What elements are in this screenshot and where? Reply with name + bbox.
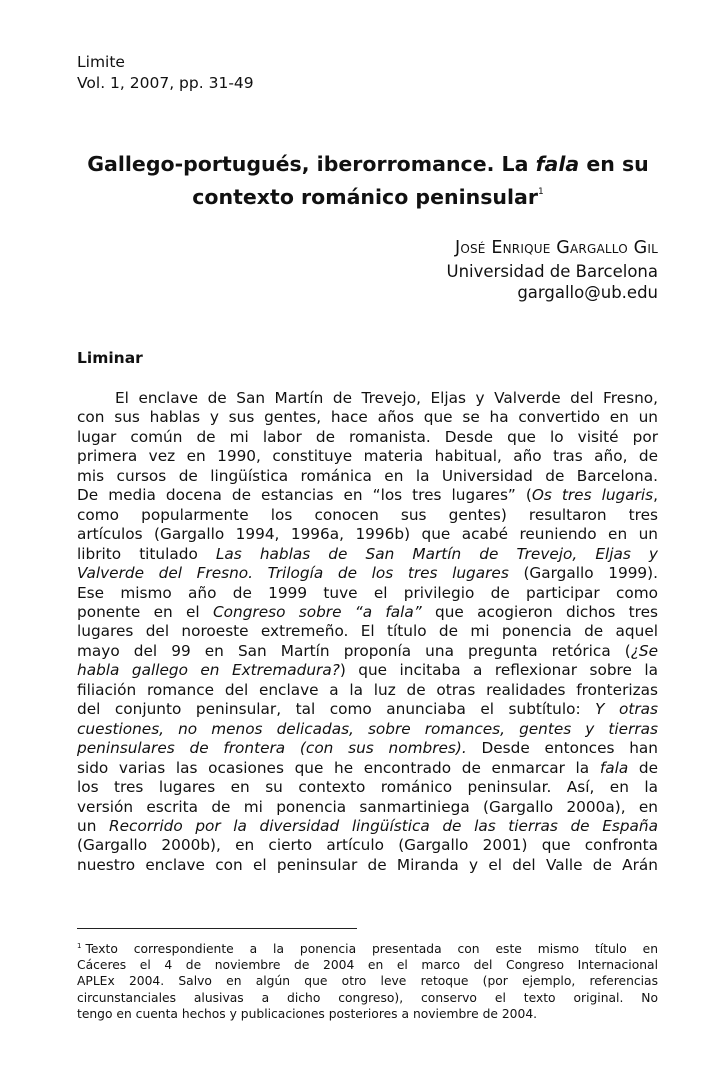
body-line: (Gargallo 2000b), en cierto artículo (Gargallo 2001) que confronta	[77, 836, 658, 855]
body-line: lugares del noroeste extremeño. El título de mi ponencia de aquel	[77, 622, 658, 641]
author-affiliation: Universidad de Barcelona	[446, 261, 658, 281]
footnote	[77, 938, 658, 1022]
body-line: como popularmente los conocen sus gentes) resultaron tres	[77, 505, 658, 524]
footnote-line: tengo en cuenta hechos y publicaciones posteriores a noviembre de 2004.	[77, 1006, 538, 1021]
body-line: filiación romance del enclave a la luz de otras realidades fronterizas	[77, 680, 658, 699]
body-line: artículos (Gargallo 1994, 1996a, 1996b) que acabé reuniendo en un	[77, 525, 658, 544]
body-line: peninsulares de frontera (con sus nombres). Desde entonces han	[77, 739, 658, 758]
body-line: versión escrita de mi ponencia sanmartiniega (Gargallo 2000a), en	[77, 797, 658, 816]
footnote-divider	[77, 928, 357, 929]
body-line: primera vez en 1990, constituye materia habitual, año tras año, de	[77, 447, 658, 466]
body-line: nuestro enclave con el peninsular de Miranda y el del Valle de Arán	[77, 855, 658, 874]
author-email[interactable]: gargallo@ub.edu	[517, 283, 658, 302]
footnote-line: APLEx 2004. Salvo en algún que otro leve retoque (por ejemplo, referencias	[77, 974, 658, 989]
body-line: mayo del 99 en San Martín proponía una pregunta retórica (¿Se	[77, 641, 658, 660]
body-paragraph	[77, 389, 658, 875]
section-heading: Liminar	[77, 349, 143, 367]
title-footnote-marker[interactable]: 1	[537, 187, 544, 197]
footnote-line: Cáceres el 4 de noviembre de 2004 en el marco del Congreso Internacional	[77, 958, 658, 973]
footnote-marker: 1	[77, 942, 82, 950]
body-line: librito titulado Las hablas de San Martín de Trevejo, Eljas y	[77, 544, 658, 563]
body-line: De media docena de estancias en “los tres lugares” (Os tres lugaris,	[77, 486, 658, 505]
author-name: José Enrique Gargallo Gil	[454, 238, 658, 258]
title-line-2: contexto románico peninsular$^1$	[192, 185, 544, 209]
body-line: ponente en el Congreso sobre “a fala” que acogieron dichos tres	[77, 602, 659, 621]
body-line: cuestiones, no menos delicadas, sobre romances, gentes y tierras	[77, 719, 658, 738]
body-line: Ese mismo año de 1999 tuve el privilegio de participar como	[77, 583, 658, 602]
article-title	[60, 150, 676, 211]
journal-volume: Vol. 1, 2007, pp. 31-49	[77, 74, 254, 92]
body-line: con sus hablas y sus gentes, hace años que se ha convertido en un	[77, 408, 658, 427]
body-line: El enclave de San Martín de Trevejo, Eljas y Valverde del Fresno,	[115, 389, 658, 407]
body-line: Valverde del Fresno. Trilogía de los tres lugares (Gargallo 1999).	[77, 564, 658, 583]
body-line: habla gallego en Extremadura?) que incitaba a reflexionar sobre la	[77, 661, 658, 680]
body-line: lugar común de mi labor de romanista. Desde que lo visité por	[77, 427, 658, 446]
author-block	[447, 238, 659, 304]
body-line: del conjunto peninsular, tal como anunciaba el subtítulo: Y otras	[77, 700, 658, 719]
footnote-line: circunstanciales alusivas a dicho congreso), conservo el texto original. No	[77, 990, 658, 1005]
journal-name: Limite	[77, 53, 125, 71]
title-line-1: Gallego-portugués, iberorromance. La fala en su	[87, 152, 649, 176]
journal-header	[77, 52, 254, 94]
body-line: los tres lugares en su contexto románico peninsular. Así, en la	[77, 778, 658, 797]
body-line: un Recorrido por la diversidad lingüística de las tierras de España	[77, 816, 658, 835]
body-line: sido varias las ocasiones que he encontrado de enmarcar la fala de	[77, 758, 658, 777]
title-italic-word: fala	[535, 152, 580, 176]
body-line: mis cursos de lingüística románica en la Universidad de Barcelona.	[77, 466, 658, 485]
footnote-line: $^1$ Texto correspondiente a la ponencia presentada con este mismo título en	[77, 942, 658, 956]
